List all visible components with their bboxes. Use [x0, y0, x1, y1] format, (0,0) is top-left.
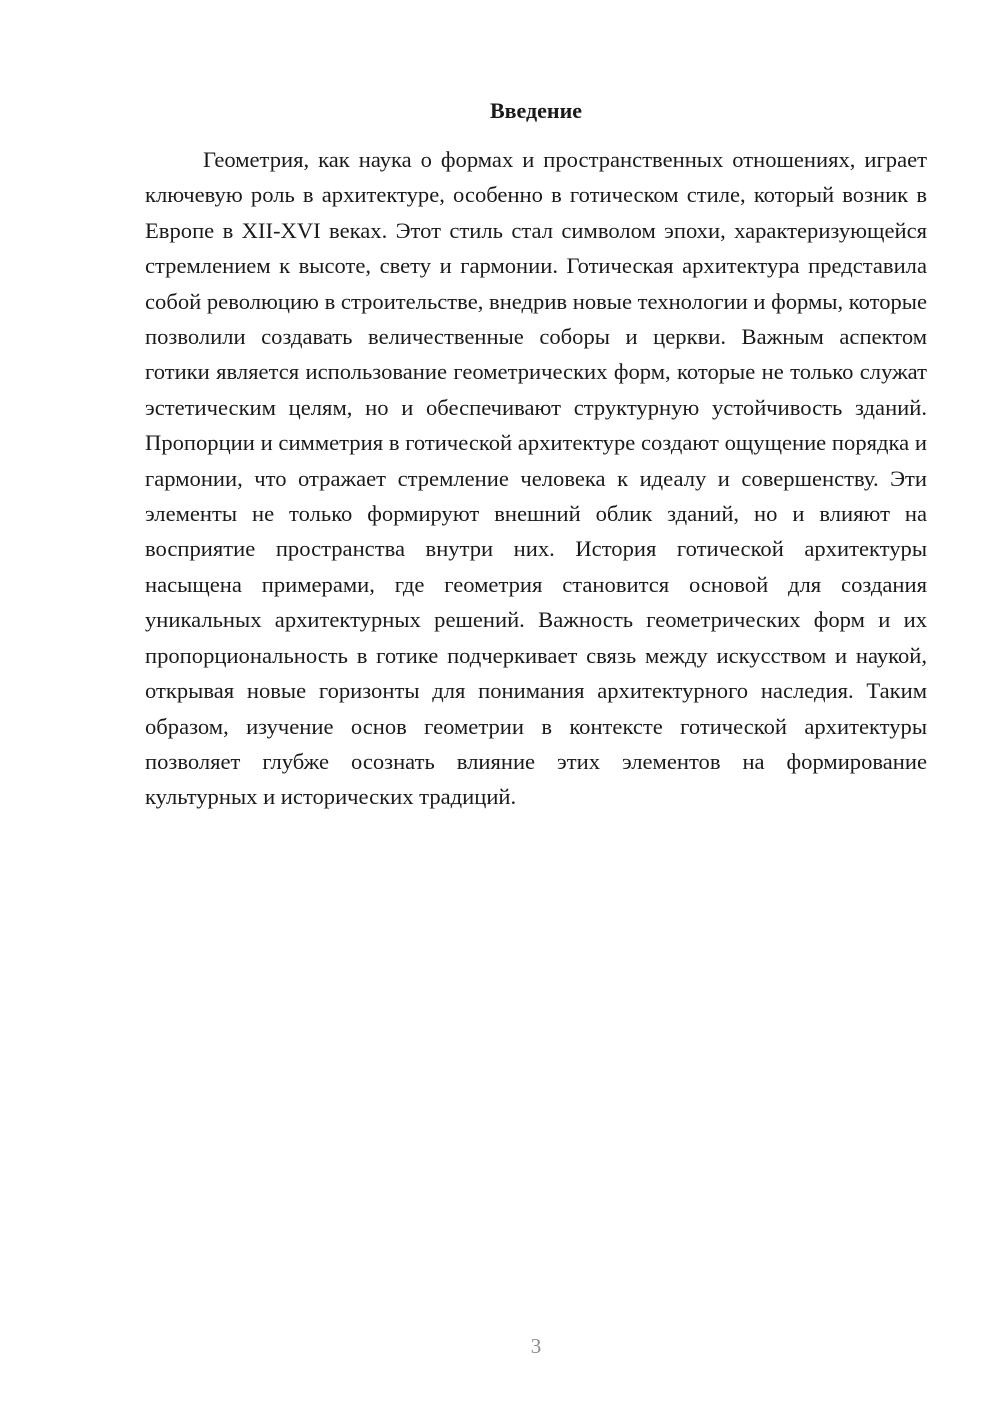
introduction-paragraph: Геометрия, как наука о формах и пространственных отношениях, играет ключевую роль в архитектуре, особенно в готическом стиле, который возник в Европе в XII-XVI веках. Этот стиль стал символом эпохи, характеризующейся стремлением к высоте, свету и гармонии. Готическая архитектура представила собой революцию в строительстве, внедрив новые технологии и формы, которые позволили создавать величественные соборы и церкви. Важным аспектом готики является использование геометрических форм, которые не только служат эстетическим целям, но и обеспечивают структурную устойчивость зданий. Пропорции и симметрия в готической архитектуре создают ощущение порядка и гармонии, что отражает стремление человека к идеалу и совершенству. Эти элементы не только формируют внешний облик зданий, но и влияют на восприятие пространства внутри них. История готической архитектуры насыщена примерами, где геометрия становится основой для создания уникальных архитектурных решений. Важность геометрических форм и их пропорциональность в готике подчеркивает связь между искусством и наукой, открывая новые горизонты для понимания архитектурного наследия. Таким образом, изучение основ геометрии в контексте готической архитектуры позволяет глубже осознать влияние этих элементов на формирование культурных и исторических традиций.	[145, 147, 927, 810]
page-number: 3	[530, 1334, 542, 1358]
section-heading: Введение	[489, 98, 583, 123]
